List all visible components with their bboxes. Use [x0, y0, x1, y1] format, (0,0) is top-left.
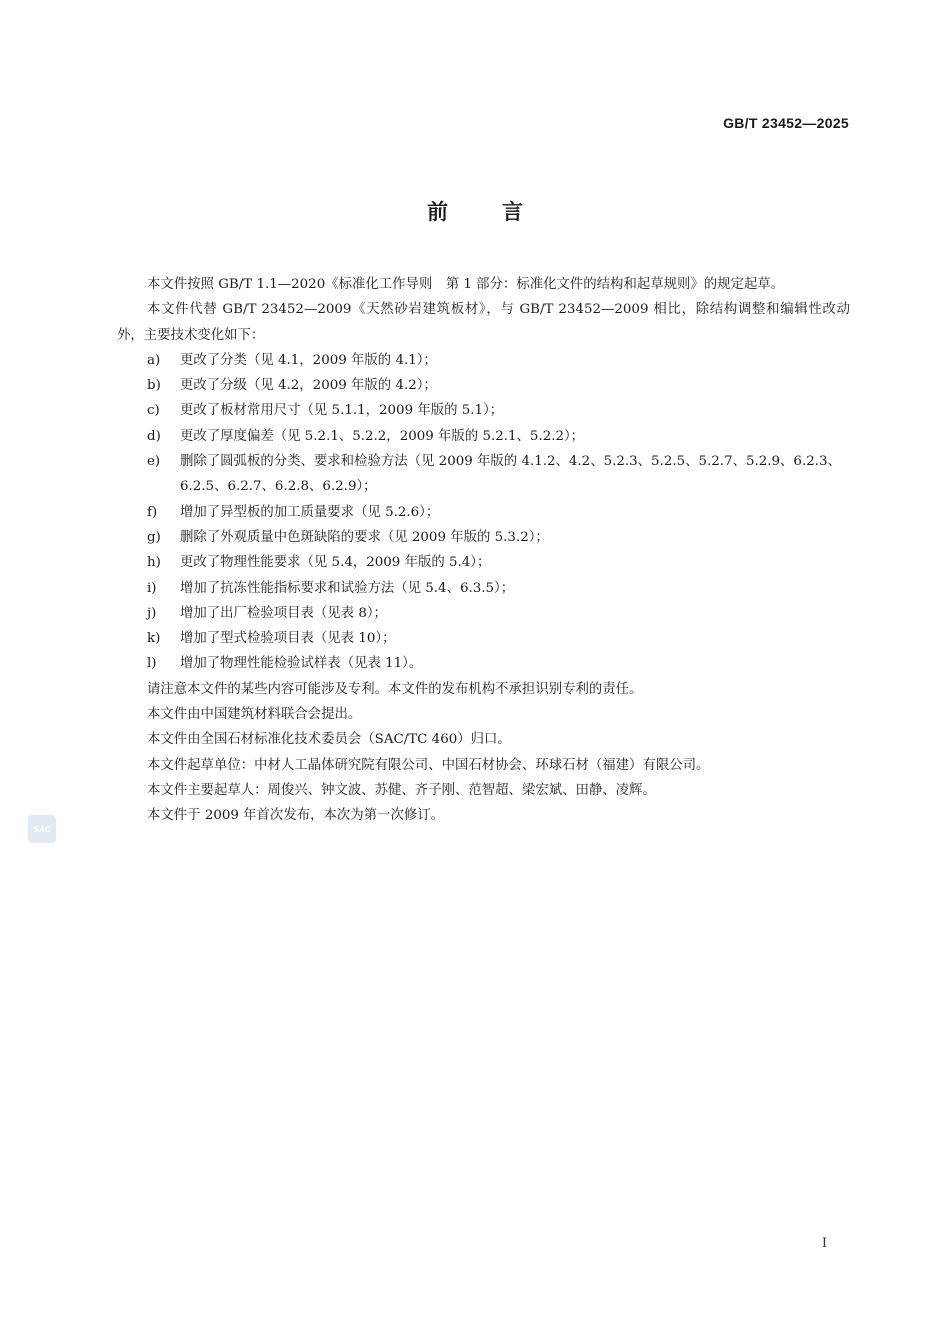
list-item	[117, 626, 850, 651]
list-marker: f)	[147, 504, 158, 520]
list-marker: e)	[147, 454, 161, 470]
list-marker: d)	[147, 428, 161, 444]
list-item-text: 更改了分级（见 4.2，2009 年版的 4.2）；	[180, 378, 437, 394]
paragraph-drafting-units: 本文件起草单位：中材人工晶体研究院有限公司、中国石材协会、环球石材（福建）有限公司。	[147, 757, 710, 773]
paragraph-proposer: 本文件由中国建筑材料联合会提出。	[147, 707, 362, 723]
paragraph-history: 本文件于 2009 年首次发布，本次为第一次修订。	[147, 808, 445, 824]
list-item	[117, 398, 850, 423]
list-item	[117, 424, 850, 449]
paragraph-drafters: 本文件主要起草人：周俊兴、钟文波、苏健、齐子刚、范智超、梁宏斌、田静、凌辉。	[147, 782, 656, 798]
list-marker: g)	[147, 529, 161, 545]
sac-watermark-logo: SAC	[28, 815, 56, 843]
page-title: 前言	[427, 200, 577, 224]
list-item	[117, 576, 850, 601]
list-item-text: 更改了分类（见 4.1，2009 年版的 4.1）；	[180, 352, 437, 368]
list-item-text: 删除了外观质量中色斑缺陷的要求（见 2009 年版的 5.3.2）；	[180, 529, 549, 545]
list-item	[117, 373, 850, 398]
list-item-text: 更改了物理性能要求（见 5.4，2009 年版的 5.4）；	[180, 555, 491, 571]
foreword-body	[117, 272, 850, 829]
list-item	[117, 348, 850, 373]
list-item	[117, 651, 850, 676]
list-item	[117, 500, 850, 525]
list-item-text: 更改了厚度偏差（见 5.2.1、5.2.2，2009 年版的 5.2.1、5.2.2）；	[180, 428, 585, 444]
list-item	[117, 550, 850, 575]
standard-number	[723, 115, 849, 131]
list-marker: h)	[147, 555, 161, 571]
list-marker: l)	[147, 656, 157, 672]
list-item-text: 增加了物理性能检验试样表（见表 11）。	[180, 656, 423, 672]
paragraph-drafting-rules: 本文件按照 GB/T 1.1—2020《标准化工作导则 第 1 部分：标准化文件的结构和起草规则》的规定起草。	[147, 277, 785, 292]
list-item	[117, 525, 850, 550]
list-marker: b)	[147, 378, 161, 394]
paragraph-replacement: 本文件代替 GB/T 23452—2009《天然砂岩建筑板材》，与 GB/T 23452—2009 相比，除结构调整和编辑性改动外，主要技术变化如下：	[117, 302, 850, 343]
list-item-text: 增加了异型板的加工质量要求（见 5.2.6）；	[180, 504, 440, 520]
list-marker: a)	[147, 352, 161, 368]
list-item-text: 增加了抗冻性能指标要求和试验方法（见 5.4、6.3.5）；	[180, 580, 515, 596]
list-item-text: 更改了板材常用尺寸（见 5.1.1，2009 年版的 5.1）；	[180, 403, 504, 419]
paragraph-patent-notice: 请注意本文件的某些内容可能涉及专利。本文件的发布机构不承担识别专利的责任。	[147, 681, 643, 697]
paragraph-committee: 本文件由全国石材标准化技术委员会（SAC/TC 460）归口。	[147, 732, 511, 748]
standard-code: 23452—2025	[761, 115, 849, 131]
list-item	[117, 601, 850, 626]
standard-prefix: GB/T	[723, 115, 758, 131]
list-item-text: 增加了型式检验项目表（见表 10）；	[180, 631, 396, 647]
changes-list	[117, 348, 850, 677]
list-item	[117, 449, 850, 500]
list-marker: j)	[147, 605, 157, 621]
list-item-text: 增加了出厂检验项目表（见表 8）；	[180, 605, 387, 621]
list-marker: c)	[147, 403, 160, 419]
page-number: I	[821, 1236, 827, 1251]
list-marker: i)	[147, 580, 157, 596]
list-marker: k)	[147, 631, 161, 647]
list-item-text: 删除了圆弧板的分类、要求和检验方法（见 2009 年版的 4.1.2、4.2、5.2.3、5.2.5、5.2.7、5.2.9、6.2.3、6.2.5、6.2.7、6.2.8、6.2.9）；	[180, 454, 841, 495]
